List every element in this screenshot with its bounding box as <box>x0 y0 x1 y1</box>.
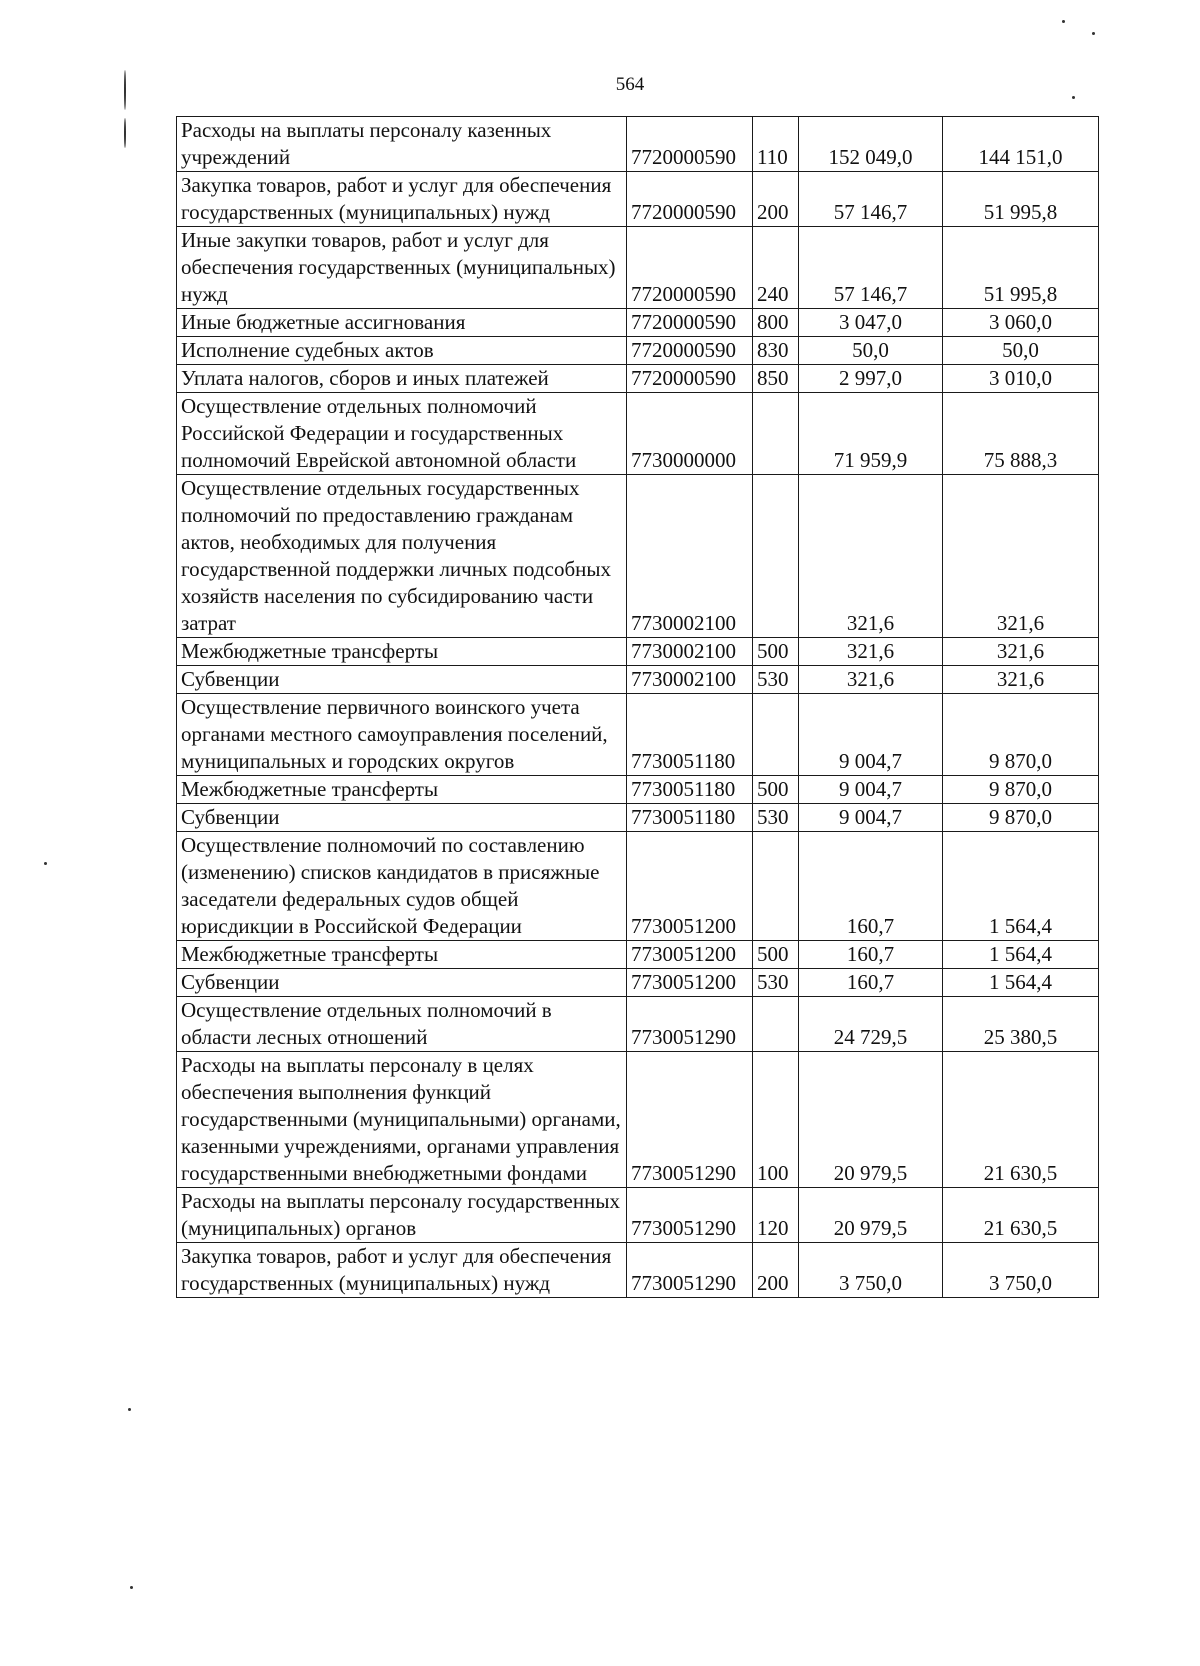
amount-year1-cell: 160,7 <box>799 969 943 997</box>
amount-year1-cell: 20 979,5 <box>799 1188 943 1243</box>
expense-type-cell: 850 <box>753 365 799 393</box>
expense-name-cell: Межбюджетные трансферты <box>177 941 627 969</box>
expense-name-cell: Расходы на выплаты персоналу в целях обеспечения выполнения функций государственными (муниципальными) органами, казенными учреждениями, органами управления государственными внебюджетными фондами <box>177 1052 627 1188</box>
scan-speck <box>44 862 47 865</box>
table-row <box>177 365 1099 393</box>
amount-year2-cell: 321,6 <box>943 666 1099 694</box>
target-article-cell: 7730002100 <box>627 638 753 666</box>
target-article-cell: 7730051290 <box>627 1188 753 1243</box>
expense-name-cell: Закупка товаров, работ и услуг для обеспечения государственных (муниципальных) нужд <box>177 1243 627 1298</box>
target-article-cell: 7730002100 <box>627 475 753 638</box>
scan-speck <box>1072 96 1075 99</box>
amount-year1-cell: 9 004,7 <box>799 776 943 804</box>
table-row <box>177 1188 1099 1243</box>
expense-type-cell: 530 <box>753 666 799 694</box>
table-row <box>177 776 1099 804</box>
target-article-cell: 7730051290 <box>627 997 753 1052</box>
expense-type-cell: 830 <box>753 337 799 365</box>
target-article-cell: 7730051290 <box>627 1243 753 1298</box>
amount-year2-cell: 50,0 <box>943 337 1099 365</box>
target-article-cell: 7720000590 <box>627 337 753 365</box>
amount-year2-cell: 21 630,5 <box>943 1052 1099 1188</box>
expense-name-cell: Осуществление отдельных государственных полномочий по предоставлению гражданам актов, необходимых для получения государственной поддержки личных подсобных хозяйств населения по субсидированию части затрат <box>177 475 627 638</box>
amount-year1-cell: 152 049,0 <box>799 117 943 172</box>
amount-year2-cell: 144 151,0 <box>943 117 1099 172</box>
amount-year1-cell: 321,6 <box>799 666 943 694</box>
target-article-cell: 7730051180 <box>627 694 753 776</box>
table-row <box>177 172 1099 227</box>
expense-name-cell: Межбюджетные трансферты <box>177 638 627 666</box>
scan-speck <box>124 70 126 110</box>
table-row <box>177 941 1099 969</box>
amount-year2-cell: 3 060,0 <box>943 309 1099 337</box>
expense-name-cell: Межбюджетные трансферты <box>177 776 627 804</box>
target-article-cell: 7730051200 <box>627 832 753 941</box>
table-row <box>177 804 1099 832</box>
table-row <box>177 997 1099 1052</box>
scan-speck <box>1062 20 1065 23</box>
table-row <box>177 1243 1099 1298</box>
expense-type-cell <box>753 997 799 1052</box>
table-row <box>177 475 1099 638</box>
table-row <box>177 393 1099 475</box>
amount-year1-cell: 71 959,9 <box>799 393 943 475</box>
table-row <box>177 666 1099 694</box>
amount-year1-cell: 160,7 <box>799 832 943 941</box>
target-article-cell: 7730051180 <box>627 776 753 804</box>
expense-type-cell: 100 <box>753 1052 799 1188</box>
amount-year2-cell: 321,6 <box>943 475 1099 638</box>
expense-type-cell: 500 <box>753 638 799 666</box>
expense-name-cell: Осуществление отдельных полномочий в области лесных отношений <box>177 997 627 1052</box>
table-body <box>177 117 1099 1298</box>
expense-name-cell: Иные закупки товаров, работ и услуг для обеспечения государственных (муниципальных) нужд <box>177 227 627 309</box>
table-row <box>177 337 1099 365</box>
amount-year1-cell: 160,7 <box>799 941 943 969</box>
target-article-cell: 7720000590 <box>627 172 753 227</box>
expense-type-cell <box>753 393 799 475</box>
amount-year1-cell: 3 047,0 <box>799 309 943 337</box>
expense-type-cell: 500 <box>753 941 799 969</box>
amount-year2-cell: 3 010,0 <box>943 365 1099 393</box>
amount-year2-cell: 321,6 <box>943 638 1099 666</box>
target-article-cell: 7720000590 <box>627 117 753 172</box>
target-article-cell: 7730051200 <box>627 941 753 969</box>
table-row <box>177 638 1099 666</box>
amount-year1-cell: 321,6 <box>799 475 943 638</box>
target-article-cell: 7730051180 <box>627 804 753 832</box>
expense-name-cell: Иные бюджетные ассигнования <box>177 309 627 337</box>
amount-year1-cell: 2 997,0 <box>799 365 943 393</box>
scan-speck <box>124 118 126 148</box>
amount-year2-cell: 1 564,4 <box>943 941 1099 969</box>
amount-year1-cell: 57 146,7 <box>799 227 943 309</box>
target-article-cell: 7720000590 <box>627 309 753 337</box>
page-number: 564 <box>615 74 645 95</box>
expense-name-cell: Осуществление полномочий по составлению (изменению) списков кандидатов в присяжные заседатели федеральных судов общей юрисдикции в Российской Федерации <box>177 832 627 941</box>
amount-year1-cell: 9 004,7 <box>799 694 943 776</box>
amount-year2-cell: 75 888,3 <box>943 393 1099 475</box>
expense-name-cell: Исполнение судебных актов <box>177 337 627 365</box>
table-row <box>177 1052 1099 1188</box>
expense-name-cell: Закупка товаров, работ и услуг для обеспечения государственных (муниципальных) нужд <box>177 172 627 227</box>
table-row <box>177 969 1099 997</box>
expense-type-cell: 530 <box>753 969 799 997</box>
amount-year1-cell: 9 004,7 <box>799 804 943 832</box>
expense-type-cell: 530 <box>753 804 799 832</box>
amount-year1-cell: 24 729,5 <box>799 997 943 1052</box>
table-row <box>177 117 1099 172</box>
amount-year1-cell: 321,6 <box>799 638 943 666</box>
amount-year2-cell: 25 380,5 <box>943 997 1099 1052</box>
expense-type-cell <box>753 694 799 776</box>
expense-type-cell: 200 <box>753 172 799 227</box>
amount-year2-cell: 9 870,0 <box>943 776 1099 804</box>
table-row <box>177 832 1099 941</box>
amount-year2-cell: 1 564,4 <box>943 832 1099 941</box>
table-row <box>177 309 1099 337</box>
scan-speck <box>130 1586 133 1589</box>
amount-year1-cell: 50,0 <box>799 337 943 365</box>
expense-type-cell: 200 <box>753 1243 799 1298</box>
expense-type-cell <box>753 832 799 941</box>
expense-name-cell: Осуществление первичного воинского учета органами местного самоуправления поселений, муниципальных и городских округов <box>177 694 627 776</box>
target-article-cell: 7720000590 <box>627 227 753 309</box>
target-article-cell: 7730051200 <box>627 969 753 997</box>
expense-name-cell: Осуществление отдельных полномочий Российской Федерации и государственных полномочий Еврейской автономной области <box>177 393 627 475</box>
expense-type-cell: 500 <box>753 776 799 804</box>
expense-name-cell: Уплата налогов, сборов и иных платежей <box>177 365 627 393</box>
amount-year2-cell: 51 995,8 <box>943 227 1099 309</box>
amount-year1-cell: 20 979,5 <box>799 1052 943 1188</box>
amount-year2-cell: 3 750,0 <box>943 1243 1099 1298</box>
amount-year2-cell: 9 870,0 <box>943 804 1099 832</box>
expense-name-cell: Субвенции <box>177 969 627 997</box>
budget-table <box>176 116 1099 1298</box>
expense-type-cell: 240 <box>753 227 799 309</box>
table-row <box>177 694 1099 776</box>
expense-name-cell: Субвенции <box>177 666 627 694</box>
amount-year2-cell: 51 995,8 <box>943 172 1099 227</box>
expense-type-cell <box>753 475 799 638</box>
scan-speck <box>128 1408 131 1411</box>
expense-name-cell: Расходы на выплаты персоналу государственных (муниципальных) органов <box>177 1188 627 1243</box>
amount-year1-cell: 57 146,7 <box>799 172 943 227</box>
expense-type-cell: 120 <box>753 1188 799 1243</box>
expense-name-cell: Расходы на выплаты персоналу казенных учреждений <box>177 117 627 172</box>
target-article-cell: 7730002100 <box>627 666 753 694</box>
scan-speck <box>1092 32 1095 35</box>
amount-year1-cell: 3 750,0 <box>799 1243 943 1298</box>
expense-name-cell: Субвенции <box>177 804 627 832</box>
amount-year2-cell: 1 564,4 <box>943 969 1099 997</box>
expense-type-cell: 110 <box>753 117 799 172</box>
target-article-cell: 7730051290 <box>627 1052 753 1188</box>
table-row <box>177 227 1099 309</box>
target-article-cell: 7730000000 <box>627 393 753 475</box>
expense-type-cell: 800 <box>753 309 799 337</box>
target-article-cell: 7720000590 <box>627 365 753 393</box>
amount-year2-cell: 21 630,5 <box>943 1188 1099 1243</box>
amount-year2-cell: 9 870,0 <box>943 694 1099 776</box>
